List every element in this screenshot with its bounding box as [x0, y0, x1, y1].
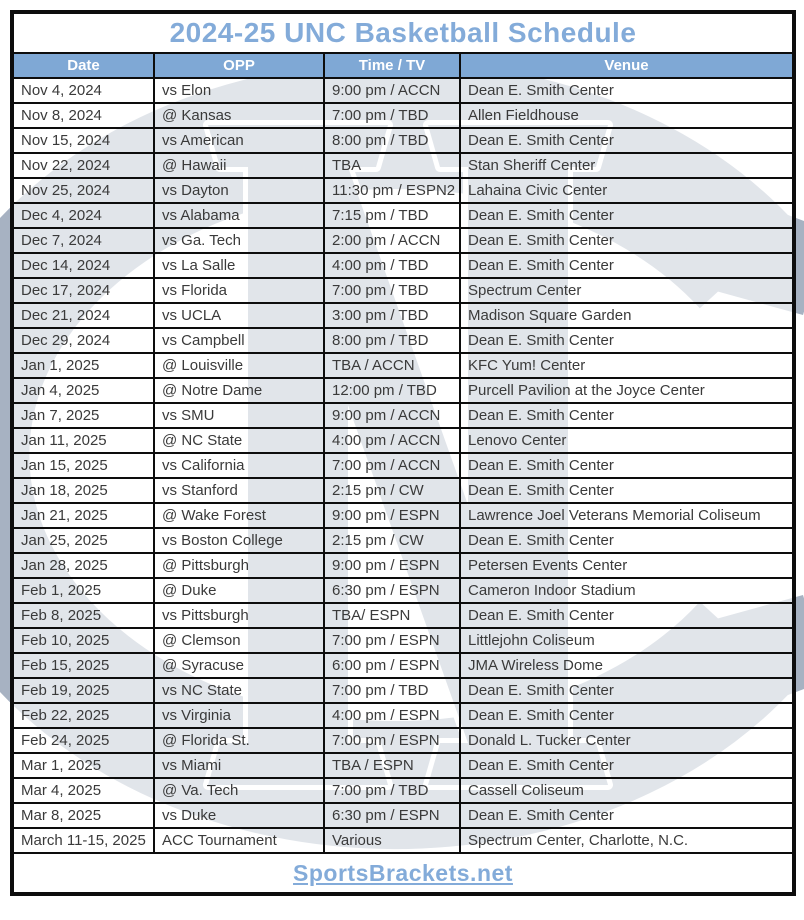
cell-time-tv: 7:00 pm / ESPN	[324, 728, 460, 753]
table-row	[12, 503, 794, 528]
cell-opp: @ Kansas	[154, 103, 324, 128]
cell-time-tv: 4:00 pm / ACCN	[324, 428, 460, 453]
col-header-date: Date	[12, 53, 154, 78]
table-row	[12, 103, 794, 128]
cell-date: March 11-15, 2025	[12, 828, 154, 853]
cell-date: Jan 25, 2025	[12, 528, 154, 553]
table-row	[12, 303, 794, 328]
col-header-venue: Venue	[460, 53, 794, 78]
table-row	[12, 228, 794, 253]
header-row	[12, 53, 794, 78]
cell-time-tv: 7:00 pm / ESPN	[324, 628, 460, 653]
schedule-board	[10, 10, 796, 896]
cell-time-tv: TBA / ACCN	[324, 353, 460, 378]
cell-date: Dec 21, 2024	[12, 303, 154, 328]
cell-opp: vs Florida	[154, 278, 324, 303]
cell-opp: vs California	[154, 453, 324, 478]
table-row	[12, 553, 794, 578]
cell-venue: Dean E. Smith Center	[460, 703, 794, 728]
cell-opp: vs UCLA	[154, 303, 324, 328]
cell-date: Mar 4, 2025	[12, 778, 154, 803]
cell-opp: @ Florida St.	[154, 728, 324, 753]
table-row	[12, 278, 794, 303]
cell-date: Dec 29, 2024	[12, 328, 154, 353]
cell-opp: @ Syracuse	[154, 653, 324, 678]
cell-date: Feb 24, 2025	[12, 728, 154, 753]
cell-time-tv: 9:00 pm / ACCN	[324, 78, 460, 103]
table-row	[12, 703, 794, 728]
cell-opp: @ Notre Dame	[154, 378, 324, 403]
cell-venue: Dean E. Smith Center	[460, 253, 794, 278]
cell-opp: vs Dayton	[154, 178, 324, 203]
cell-time-tv: 8:00 pm / TBD	[324, 328, 460, 353]
table-row	[12, 478, 794, 503]
cell-time-tv: TBA	[324, 153, 460, 178]
cell-venue: Petersen Events Center	[460, 553, 794, 578]
cell-venue: Lahaina Civic Center	[460, 178, 794, 203]
cell-venue: Dean E. Smith Center	[460, 328, 794, 353]
cell-venue: Dean E. Smith Center	[460, 753, 794, 778]
cell-venue: Dean E. Smith Center	[460, 228, 794, 253]
cell-opp: vs American	[154, 128, 324, 153]
cell-date: Feb 19, 2025	[12, 678, 154, 703]
cell-date: Nov 25, 2024	[12, 178, 154, 203]
cell-time-tv: 7:00 pm / TBD	[324, 103, 460, 128]
table-row	[12, 178, 794, 203]
cell-opp: @ Wake Forest	[154, 503, 324, 528]
cell-venue: Dean E. Smith Center	[460, 128, 794, 153]
cell-date: Jan 1, 2025	[12, 353, 154, 378]
cell-time-tv: TBA / ESPN	[324, 753, 460, 778]
cell-date: Dec 7, 2024	[12, 228, 154, 253]
cell-time-tv: 4:00 pm / TBD	[324, 253, 460, 278]
cell-time-tv: 9:00 pm / ACCN	[324, 403, 460, 428]
cell-time-tv: 7:00 pm / ACCN	[324, 453, 460, 478]
cell-date: Nov 8, 2024	[12, 103, 154, 128]
table-row	[12, 653, 794, 678]
cell-venue: Lawrence Joel Veterans Memorial Coliseum	[460, 503, 794, 528]
cell-venue: Cameron Indoor Stadium	[460, 578, 794, 603]
cell-opp: @ Duke	[154, 578, 324, 603]
cell-venue: Purcell Pavilion at the Joyce Center	[460, 378, 794, 403]
cell-time-tv: 6:30 pm / ESPN	[324, 803, 460, 828]
table-row	[12, 753, 794, 778]
cell-date: Feb 1, 2025	[12, 578, 154, 603]
cell-opp: @ Hawaii	[154, 153, 324, 178]
cell-venue: Stan Sheriff Center	[460, 153, 794, 178]
cell-opp: vs Miami	[154, 753, 324, 778]
cell-opp: vs Alabama	[154, 203, 324, 228]
cell-time-tv: 2:15 pm / CW	[324, 528, 460, 553]
table-row	[12, 778, 794, 803]
cell-opp: vs Pittsburgh	[154, 603, 324, 628]
cell-date: Dec 4, 2024	[12, 203, 154, 228]
table-row	[12, 453, 794, 478]
table-row	[12, 378, 794, 403]
cell-time-tv: 4:00 pm / ESPN	[324, 703, 460, 728]
brand-link[interactable]: SportsBrackets.net	[293, 859, 513, 886]
table-row	[12, 78, 794, 103]
cell-time-tv: 7:00 pm / TBD	[324, 778, 460, 803]
page-title: 2024-25 UNC Basketball Schedule	[12, 12, 794, 53]
cell-venue: Littlejohn Coliseum	[460, 628, 794, 653]
cell-venue: Cassell Coliseum	[460, 778, 794, 803]
cell-date: Nov 22, 2024	[12, 153, 154, 178]
cell-venue: Dean E. Smith Center	[460, 678, 794, 703]
table-row	[12, 603, 794, 628]
cell-opp: vs Elon	[154, 78, 324, 103]
cell-opp: vs Duke	[154, 803, 324, 828]
cell-date: Feb 15, 2025	[12, 653, 154, 678]
schedule-table	[10, 10, 796, 896]
cell-time-tv: 11:30 pm / ESPN2	[324, 178, 460, 203]
footer-cell	[12, 853, 794, 894]
cell-time-tv: 12:00 pm / TBD	[324, 378, 460, 403]
cell-opp: ACC Tournament	[154, 828, 324, 853]
cell-date: Mar 1, 2025	[12, 753, 154, 778]
cell-venue: Dean E. Smith Center	[460, 478, 794, 503]
cell-venue: Madison Square Garden	[460, 303, 794, 328]
cell-venue: Donald L. Tucker Center	[460, 728, 794, 753]
title-row	[12, 12, 794, 53]
cell-time-tv: 2:00 pm / ACCN	[324, 228, 460, 253]
cell-venue: Allen Fieldhouse	[460, 103, 794, 128]
table-row	[12, 828, 794, 853]
table-row	[12, 203, 794, 228]
cell-opp: vs Boston College	[154, 528, 324, 553]
table-row	[12, 678, 794, 703]
cell-opp: vs La Salle	[154, 253, 324, 278]
cell-date: Mar 8, 2025	[12, 803, 154, 828]
cell-date: Jan 21, 2025	[12, 503, 154, 528]
cell-opp: vs Stanford	[154, 478, 324, 503]
cell-date: Jan 11, 2025	[12, 428, 154, 453]
cell-venue: Dean E. Smith Center	[460, 803, 794, 828]
cell-venue: JMA Wireless Dome	[460, 653, 794, 678]
table-row	[12, 728, 794, 753]
cell-opp: @ NC State	[154, 428, 324, 453]
cell-time-tv: 7:15 pm / TBD	[324, 203, 460, 228]
cell-date: Nov 4, 2024	[12, 78, 154, 103]
cell-venue: Dean E. Smith Center	[460, 403, 794, 428]
table-row	[12, 428, 794, 453]
table-row	[12, 403, 794, 428]
cell-date: Jan 7, 2025	[12, 403, 154, 428]
col-header-opp: OPP	[154, 53, 324, 78]
cell-time-tv: 9:00 pm / ESPN	[324, 503, 460, 528]
cell-opp: @ Clemson	[154, 628, 324, 653]
cell-opp: @ Pittsburgh	[154, 553, 324, 578]
cell-date: Jan 4, 2025	[12, 378, 154, 403]
cell-time-tv: 8:00 pm / TBD	[324, 128, 460, 153]
cell-venue: Spectrum Center, Charlotte, N.C.	[460, 828, 794, 853]
table-row	[12, 353, 794, 378]
table-row	[12, 128, 794, 153]
table-row	[12, 528, 794, 553]
cell-venue: Dean E. Smith Center	[460, 603, 794, 628]
cell-venue: KFC Yum! Center	[460, 353, 794, 378]
cell-date: Jan 15, 2025	[12, 453, 154, 478]
cell-opp: vs NC State	[154, 678, 324, 703]
table-row	[12, 803, 794, 828]
cell-venue: Lenovo Center	[460, 428, 794, 453]
table-row	[12, 578, 794, 603]
cell-time-tv: 7:00 pm / TBD	[324, 678, 460, 703]
cell-time-tv: 7:00 pm / TBD	[324, 278, 460, 303]
cell-date: Jan 28, 2025	[12, 553, 154, 578]
cell-venue: Dean E. Smith Center	[460, 78, 794, 103]
schedule-rows	[12, 78, 794, 853]
cell-time-tv: 3:00 pm / TBD	[324, 303, 460, 328]
cell-time-tv: 2:15 pm / CW	[324, 478, 460, 503]
cell-date: Feb 22, 2025	[12, 703, 154, 728]
cell-date: Jan 18, 2025	[12, 478, 154, 503]
col-header-time-tv: Time / TV	[324, 53, 460, 78]
cell-venue: Dean E. Smith Center	[460, 528, 794, 553]
cell-date: Feb 10, 2025	[12, 628, 154, 653]
footer-row	[12, 853, 794, 894]
cell-opp: vs Ga. Tech	[154, 228, 324, 253]
cell-time-tv: Various	[324, 828, 460, 853]
cell-date: Dec 17, 2024	[12, 278, 154, 303]
table-row	[12, 253, 794, 278]
cell-opp: @ Va. Tech	[154, 778, 324, 803]
cell-opp: vs SMU	[154, 403, 324, 428]
cell-opp: vs Virginia	[154, 703, 324, 728]
cell-opp: vs Campbell	[154, 328, 324, 353]
table-row	[12, 328, 794, 353]
cell-date: Nov 15, 2024	[12, 128, 154, 153]
cell-time-tv: 6:30 pm / ESPN	[324, 578, 460, 603]
cell-venue: Spectrum Center	[460, 278, 794, 303]
cell-time-tv: 6:00 pm / ESPN	[324, 653, 460, 678]
cell-venue: Dean E. Smith Center	[460, 453, 794, 478]
table-row	[12, 628, 794, 653]
cell-date: Feb 8, 2025	[12, 603, 154, 628]
cell-opp: @ Louisville	[154, 353, 324, 378]
cell-venue: Dean E. Smith Center	[460, 203, 794, 228]
cell-time-tv: TBA/ ESPN	[324, 603, 460, 628]
cell-date: Dec 14, 2024	[12, 253, 154, 278]
table-row	[12, 153, 794, 178]
cell-time-tv: 9:00 pm / ESPN	[324, 553, 460, 578]
